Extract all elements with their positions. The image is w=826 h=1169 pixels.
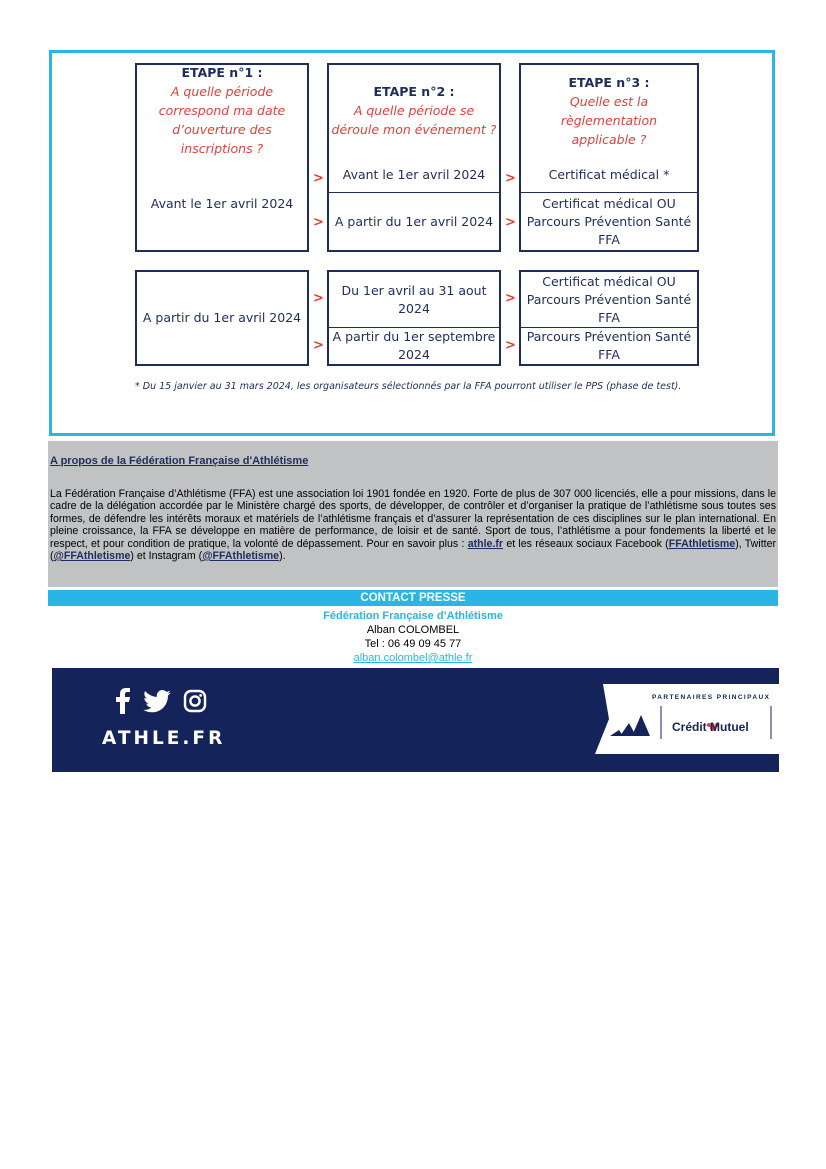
- step1-header: [135, 63, 309, 159]
- group1-rules: [519, 157, 699, 252]
- arrow-g2-r2-a: >: [313, 338, 324, 353]
- step2-question-2: déroule mon événement ?: [331, 122, 497, 137]
- about-title[interactable]: A propos de la Fédération Française d'Athlétisme: [50, 455, 309, 467]
- group1-rule-1: Certificat médical *: [548, 166, 670, 182]
- athle-brand[interactable]: ATHLE.FR: [102, 728, 226, 749]
- about-end: ).: [279, 550, 286, 563]
- about-mid-3: ) et Instagram (: [130, 550, 203, 563]
- group2-rule-1-line3: FFA: [598, 309, 620, 325]
- contact-name: Alban COLOMBEL: [366, 624, 460, 636]
- group2-period-2-line1: A partir du 1er septembre: [332, 329, 496, 344]
- group1-period-2: A partir du 1er avril 2024: [334, 213, 494, 229]
- arrow-g2-r1-a: >: [313, 291, 324, 306]
- step2-title: ETAPE n°2 :: [373, 84, 455, 99]
- about-text: [50, 488, 776, 562]
- group2-opening: [135, 270, 309, 366]
- link-athle-fr[interactable]: athle.fr: [467, 537, 504, 550]
- group2-period-2-line2: 2024: [398, 347, 430, 362]
- link-facebook[interactable]: FFAthletisme: [668, 537, 736, 550]
- diagram-footnote: * Du 15 janvier au 31 mars 2024, les organisateurs sélectionnés par la FFA pourront utiliser le PPS (phase de test).: [135, 381, 682, 392]
- group2-rule-1-line2: Parcours Prévention Santé: [526, 291, 692, 307]
- social-icons: [115, 688, 207, 714]
- arrow-g2-r1-b: >: [505, 291, 516, 306]
- arrow-g1-r2-a: >: [313, 215, 324, 230]
- twitter-icon[interactable]: [143, 690, 171, 713]
- arrow-g1-r1-a: >: [313, 171, 324, 186]
- step3-question-3: applicable ?: [571, 131, 647, 147]
- group1-periods: [327, 157, 501, 252]
- step2-header: [327, 63, 501, 159]
- group2-period-1-line1: Du 1er avril au 31 aout: [341, 282, 487, 298]
- group2-period-1-line2: 2024: [398, 300, 430, 316]
- arrow-g1-r1-b: >: [505, 171, 516, 186]
- link-twitter[interactable]: @FFAthletisme: [53, 550, 131, 563]
- step2-question-1: A quelle période se: [353, 103, 475, 118]
- about-section: [48, 441, 778, 587]
- group1-rule-2-line3: FFA: [598, 231, 620, 247]
- step3-question-2: règlementation: [560, 112, 658, 128]
- step1-question-2: correspond ma date: [158, 103, 286, 118]
- group2-rule-2-line2: FFA: [598, 347, 620, 362]
- about-body: La Fédération Française d’Athlétisme (FFA) est une association loi 1901 fondée en 1920. Forte de plus de 307 000 licenciés, elle a pour missions, dans le cadre de la délégation accordée par le Ministère chargé des sports, de développer, de contrôler et d’organiser la pratique de l’athlétisme sous toutes ses formes, de défendre les intérêts moraux et matériels de l’athlétisme français et d’assurer la représentation de ces disciplines sur le plan international. En pleine croissance, la FFA se développe en matière de performance, de loisir et de santé. Sport de tous, l’athlétisme a pour fondements la liberté et le respect, et pour condition de pratique, la volonté de dépassement. Pour en savoir plus :: [50, 488, 776, 550]
- group1-opening: [135, 157, 309, 252]
- group1-rule-2-line1: Certificat médical OU: [542, 195, 676, 211]
- group1-opening-text: Avant le 1er avril 2024: [150, 195, 294, 211]
- group2-rule-1-line1: Certificat médical OU: [542, 273, 676, 289]
- contact-email-link[interactable]: alban.colombel@athle.fr: [353, 652, 473, 664]
- step3-header: [519, 63, 699, 159]
- arrow-g1-r2-b: >: [505, 215, 516, 230]
- contact-header: CONTACT PRESSE: [48, 590, 778, 606]
- group1-rule-2-line2: Parcours Prévention Santé: [526, 213, 692, 229]
- partner-credit-mutuel[interactable]: Crédit Mutuel: [672, 720, 749, 734]
- contact-org: Fédération Française d’Athlétisme: [323, 610, 503, 622]
- contact-block: [48, 609, 778, 665]
- about-mid-1: et les réseaux sociaux Facebook (: [506, 537, 669, 550]
- group2-opening-text: A partir du 1er avril 2024: [142, 310, 302, 325]
- arrow-g2-r2-b: >: [505, 338, 516, 353]
- group2-rules: [519, 270, 699, 366]
- step1-title: ETAPE n°1 :: [181, 65, 263, 80]
- about-mid-2: ), Twitter (: [50, 537, 776, 563]
- footer-banner: [52, 668, 779, 772]
- regulation-diagram: [49, 50, 775, 436]
- step1-question-1: A quelle période: [170, 84, 274, 99]
- step3-question-1: Quelle est la: [569, 93, 649, 109]
- instagram-icon[interactable]: [183, 689, 207, 713]
- facebook-icon[interactable]: [115, 688, 131, 714]
- partners-label: PARTENAIRES PRINCIPAUX: [652, 694, 771, 701]
- step1-question-4: inscriptions ?: [180, 141, 264, 156]
- group2-rule-2-line1: Parcours Prévention Santé: [526, 329, 692, 344]
- group1-period-1: Avant le 1er avril 2024: [342, 166, 486, 182]
- step3-title: ETAPE n°3 :: [568, 74, 650, 90]
- contact-tel: Tel : 06 49 09 45 77: [364, 638, 462, 650]
- step1-question-3: d’ouverture des: [172, 122, 272, 137]
- link-instagram[interactable]: @FFAthletisme: [202, 550, 280, 563]
- group2-periods: [327, 270, 501, 366]
